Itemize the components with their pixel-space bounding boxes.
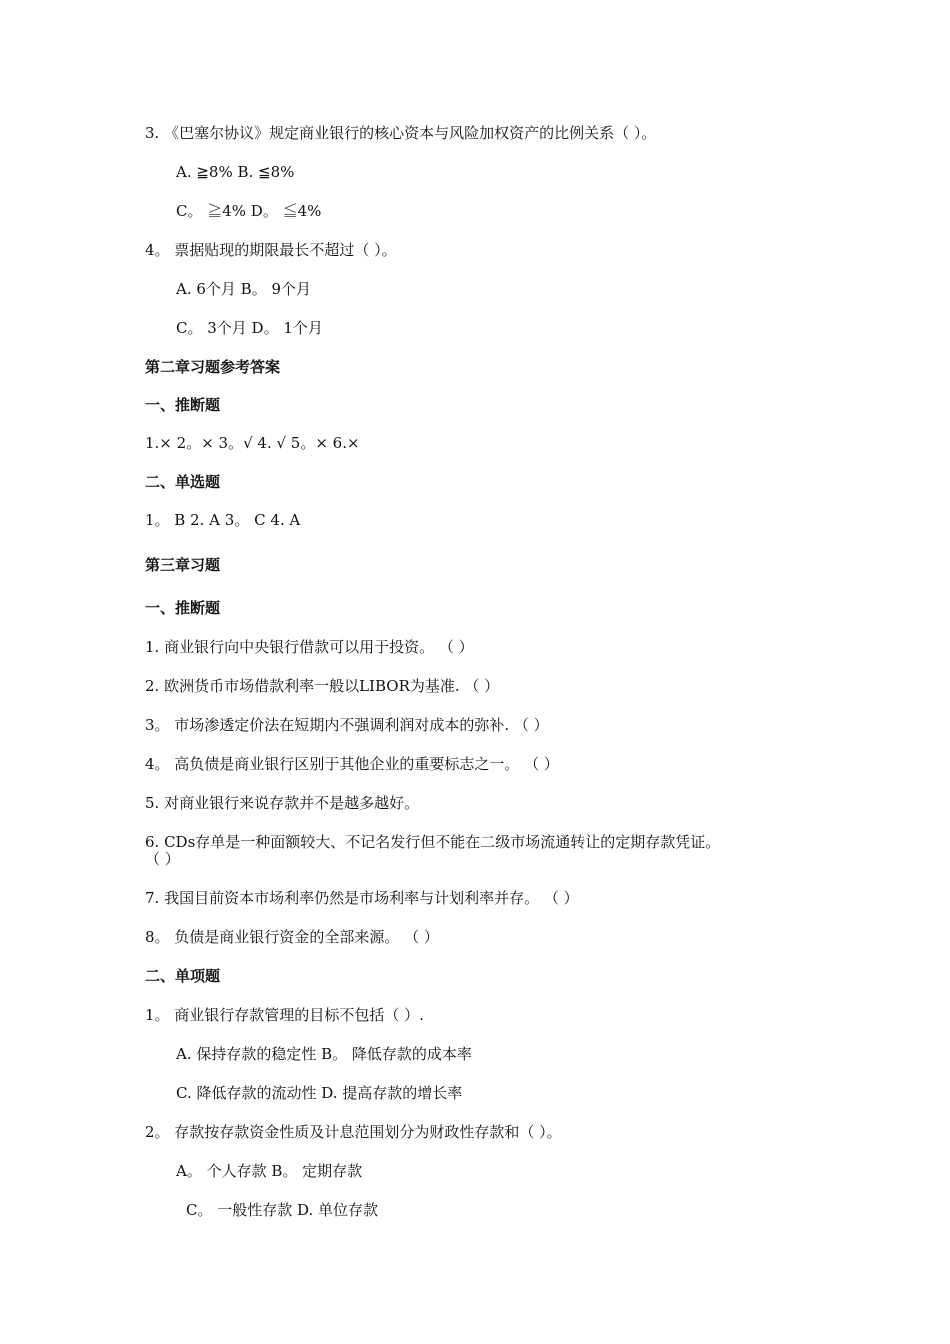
single-choice-options-ab: A。 个人存款 B。 定期存款 (176, 1162, 363, 1180)
judgment-item: 4。 高负债是商业银行区别于其他企业的重要标志之一。 （ ） (145, 755, 559, 773)
answer-line: 1。 B 2. A 3。 C 4. A (145, 511, 301, 529)
judgment-item-continuation: （ ） (145, 850, 180, 868)
section-heading: 第二章习题参考答案 (145, 358, 281, 376)
question-4-stem: 4。 票据贴现的期限最长不超过（ ）。 (145, 241, 397, 259)
question-4-options-ab: A. 6个月 B。 9个月 (176, 280, 312, 298)
single-choice-stem: 1。 商业银行存款管理的目标不包括（ ）. (145, 1006, 424, 1024)
single-choice-options-ab: A. 保持存款的稳定性 B。 降低存款的成本率 (176, 1045, 472, 1063)
subsection-heading: 一、推断题 (145, 599, 221, 617)
subsection-heading: 二、单选题 (145, 473, 221, 491)
question-3-options-ab: A. ≧8% B. ≦8% (176, 163, 295, 181)
judgment-item: 5. 对商业银行来说存款并不是越多越好。 (145, 794, 420, 812)
judgment-item: 3。 市场渗透定价法在短期内不强调利润对成本的弥补. （ ） (145, 716, 549, 734)
judgment-item: 2. 欧洲货币市场借款利率一般以LIBOR为基准. （ ） (145, 677, 500, 695)
answer-line: 1.× 2。× 3。√ 4. √ 5。× 6.× (145, 434, 360, 452)
judgment-item: 1. 商业银行向中央银行借款可以用于投资。 （ ） (145, 638, 474, 656)
single-choice-options-cd: C。 一般性存款 D. 单位存款 (186, 1201, 379, 1219)
judgment-item: 7. 我国目前资本市场利率仍然是市场利率与计划利率并存。 （ ） (145, 889, 579, 907)
question-3-options-cd: C。 ≧4% D。 ≦4% (176, 202, 322, 220)
judgment-item: 8。 负债是商业银行资金的全部来源。 （ ） (145, 928, 439, 946)
question-3-stem: 3. 《巴塞尔协议》规定商业银行的核心资本与风险加权资产的比例关系（ ）。 (145, 124, 657, 142)
single-choice-stem: 2。 存款按存款资金性质及计息范围划分为财政性存款和（ ）。 (145, 1123, 562, 1141)
subsection-heading: 二、单项题 (145, 967, 221, 985)
section-heading: 第三章习题 (145, 556, 221, 574)
single-choice-options-cd: C. 降低存款的流动性 D. 提高存款的增长率 (176, 1084, 463, 1102)
question-4-options-cd: C。 3个月 D。 1个月 (176, 319, 323, 337)
subsection-heading: 一、推断题 (145, 396, 221, 414)
judgment-item: 6. CDs存单是一种面额较大、不记名发行但不能在二级市场流通转让的定期存款凭证。 (145, 833, 721, 851)
